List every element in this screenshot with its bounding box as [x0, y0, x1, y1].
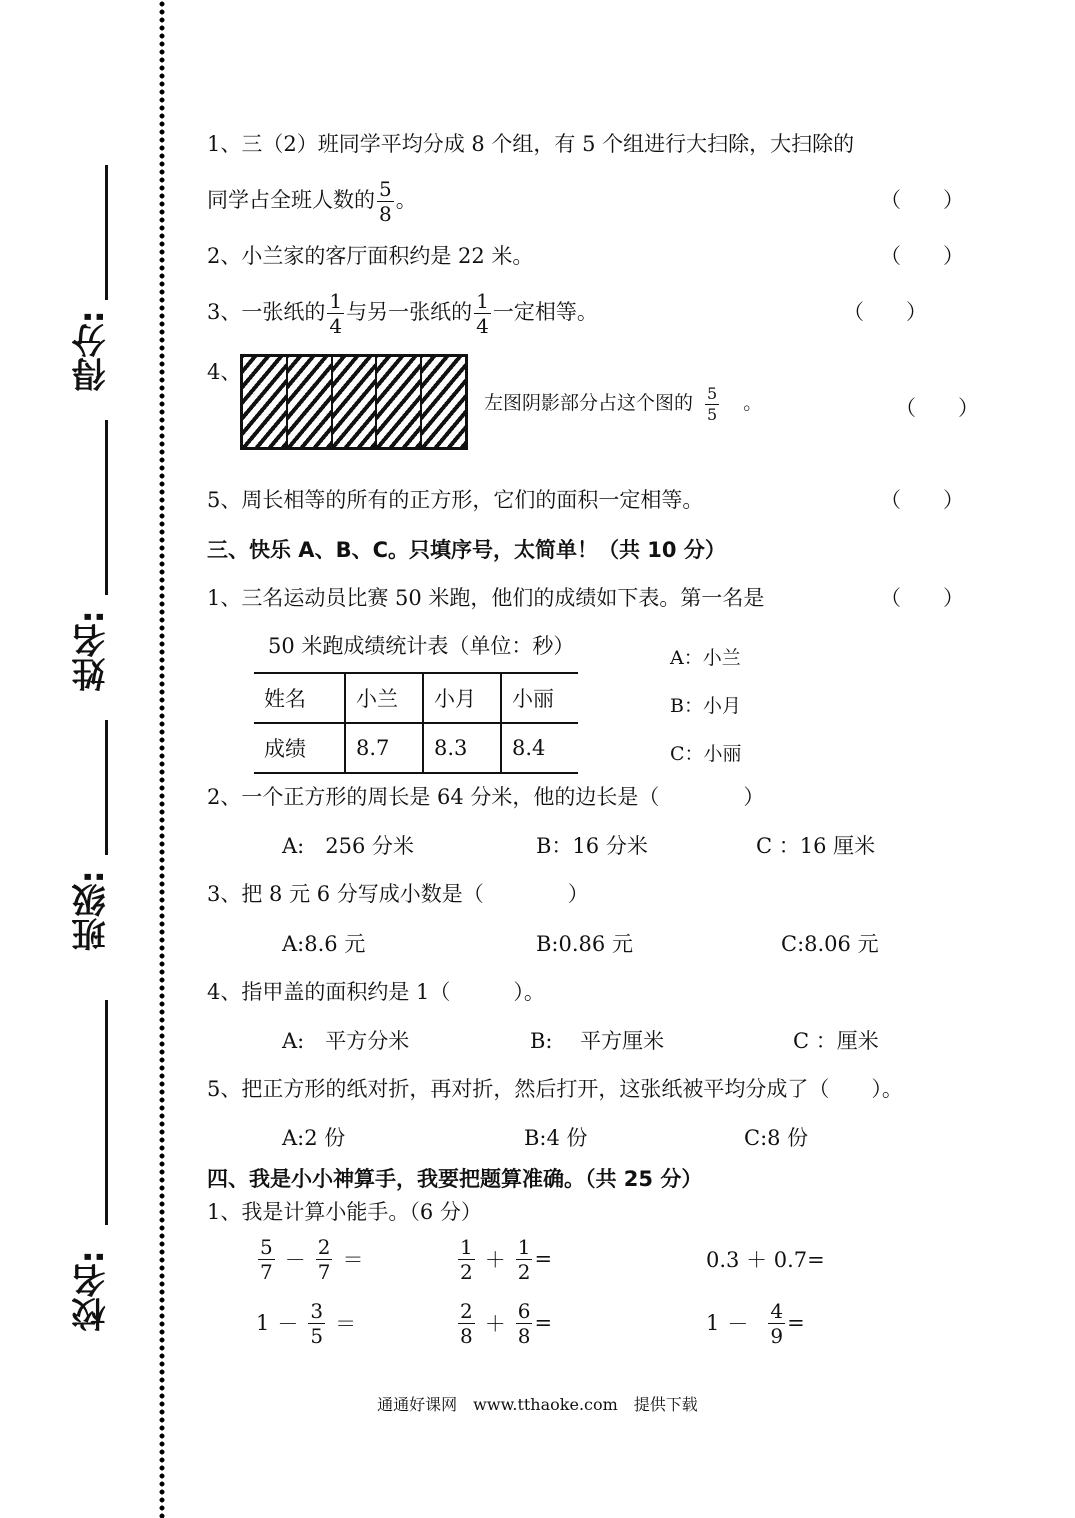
- hatched-rectangle-figure: [240, 354, 468, 450]
- table-cell: 8.7: [345, 723, 423, 773]
- table-cell: 8.3: [423, 723, 501, 773]
- binding-dotted-line: [158, 0, 166, 1518]
- calc-c: 0.3 ＋ 0.7=: [706, 1248, 825, 1272]
- s3-q1: 1、三名运动员比赛 50 米跑，他们的成绩如下表。第一名是: [207, 586, 765, 610]
- table-cell: 小月: [423, 673, 501, 723]
- judge-q2: 2、小兰家的客厅面积约是 22 米。: [207, 244, 534, 268]
- name-blank-line: [105, 420, 108, 595]
- fraction: $\frac{1}{4}$: [329, 289, 343, 338]
- judge-q1-line1: 1、三（2）班同学平均分成 8 个组，有 5 个组进行大扫除，大扫除的: [207, 132, 855, 156]
- score-label: 得分:: [72, 310, 112, 392]
- s3-q4-option-a: A: 平方分米: [282, 1029, 410, 1053]
- s3-q5-option-a: A:2 份: [282, 1126, 346, 1150]
- table-cell: 小丽: [501, 673, 578, 723]
- calc-b: $\frac{1}{2}$ ＋ $\frac{1}{2}$ =: [460, 1234, 553, 1284]
- table-cell: 小兰: [345, 673, 423, 723]
- fraction: $\frac{2}{8}$: [460, 1298, 473, 1348]
- s3-q3-option-c: C:8.06 元: [781, 932, 879, 956]
- calc-e: $\frac{2}{8}$ ＋ $\frac{6}{8}$ =: [460, 1298, 553, 1348]
- footer-credit: 通通好课网 www.tthaoke.com 提供下载: [377, 1395, 698, 1414]
- answer-paren-5[interactable]: （ ）: [880, 488, 964, 512]
- s3-q5-option-c: C:8 份: [744, 1126, 809, 1150]
- judge-q5: 5、周长相等的所有的正方形，它们的面积一定相等。: [207, 488, 704, 512]
- fraction: $\frac{2}{7}$: [317, 1234, 331, 1284]
- answer-paren-2[interactable]: （ ）: [880, 244, 964, 268]
- table-cell: 姓名: [254, 673, 345, 723]
- s3-q1-option-a: A：小兰: [670, 647, 741, 669]
- fraction: $\frac{1}{2}$: [517, 1234, 531, 1284]
- s3-q2-option-b: B：16 分米: [536, 834, 648, 858]
- fraction: $\frac{4}{9}$: [770, 1298, 784, 1348]
- fraction: $\frac{6}{8}$: [517, 1298, 531, 1348]
- name-label: 姓名:: [72, 610, 112, 692]
- answer-paren-4[interactable]: （ ）: [895, 396, 979, 420]
- table-cell: 成绩: [254, 723, 345, 773]
- race-results-table: [254, 672, 578, 774]
- s3-q1-option-c: C：小丽: [670, 743, 742, 765]
- table-row: [254, 723, 578, 773]
- score-blank-line: [105, 165, 108, 300]
- table-row: [254, 673, 578, 723]
- s3-q3-option-b: B:0.86 元: [536, 932, 633, 956]
- answer-paren-3[interactable]: （ ）: [843, 300, 927, 324]
- s3-q3-option-a: A:8.6 元: [282, 932, 366, 956]
- fraction: $\frac{5}{7}$: [260, 1234, 273, 1284]
- s3-q5: 5、把正方形的纸对折，再对折，然后打开，这张纸被平均分成了（ ）。: [207, 1077, 903, 1101]
- judge-q4-number: 4、: [207, 360, 242, 384]
- calc-d: 1 － $\frac{3}{5}$ ＝: [256, 1298, 357, 1348]
- class-label: 班级:: [72, 870, 112, 952]
- s3-q4-option-b: B: 平方厘米: [530, 1029, 665, 1053]
- s3-q3: 3、把 8 元 6 分写成小数是（ ）: [207, 882, 589, 906]
- calc-a: $\frac{5}{7}$ － $\frac{2}{7}$ ＝: [260, 1234, 364, 1284]
- fraction: $\frac{1}{4}$: [476, 289, 489, 338]
- s3-q2-option-a: A: 256 分米: [282, 834, 414, 858]
- school-label: 校名:: [72, 1250, 112, 1332]
- s4-q1: 1、我是计算小能手。（6 分）: [207, 1200, 482, 1224]
- answer-paren-1[interactable]: （ ）: [880, 188, 964, 212]
- s3-q4-option-c: C ：厘米: [793, 1029, 879, 1053]
- school-blank-line: [105, 1000, 108, 1225]
- s3-q4: 4、指甲盖的面积约是 1（ ）。: [207, 980, 545, 1004]
- s3-q1-option-b: B：小月: [670, 695, 741, 717]
- section4-title: 四、我是小小神算手，我要把题算准确。（共 25 分）: [207, 1167, 703, 1191]
- fraction: $\frac{3}{5}$: [310, 1298, 324, 1348]
- calc-f: 1 － $\frac{4}{9}$ =: [706, 1298, 805, 1348]
- fraction: $\frac{1}{2}$: [460, 1234, 473, 1284]
- class-blank-line: [105, 720, 108, 855]
- judge-q4-text: 左图阴影部分占这个图的 $\frac{5}{5}$ 。: [484, 383, 763, 424]
- s3-q5-option-b: B:4 份: [524, 1126, 588, 1150]
- fraction: $\frac{5}{8}$: [379, 177, 392, 226]
- judge-q1-line2: 同学占全班人数的 $\frac{5}{8}$ 。: [207, 177, 417, 226]
- fraction: $\frac{5}{5}$: [707, 383, 718, 424]
- judge-q3: 3、一张纸的 $\frac{1}{4}$ 与另一张纸的 $\frac{1}{4}$ 一定相等。: [207, 289, 598, 338]
- table-cell: 8.4: [501, 723, 578, 773]
- section3-title: 三、快乐 A、B、C。只填序号，太简单！（共 10 分）: [207, 538, 726, 562]
- s3-q2: 2、一个正方形的周长是 64 分米，他的边长是（ ）: [207, 785, 765, 809]
- s3-q1-answer-paren[interactable]: （ ）: [880, 586, 964, 610]
- table-caption: 50 米跑成绩统计表（单位：秒）: [268, 634, 575, 658]
- s3-q2-option-c: C ：16 厘米: [756, 834, 876, 858]
